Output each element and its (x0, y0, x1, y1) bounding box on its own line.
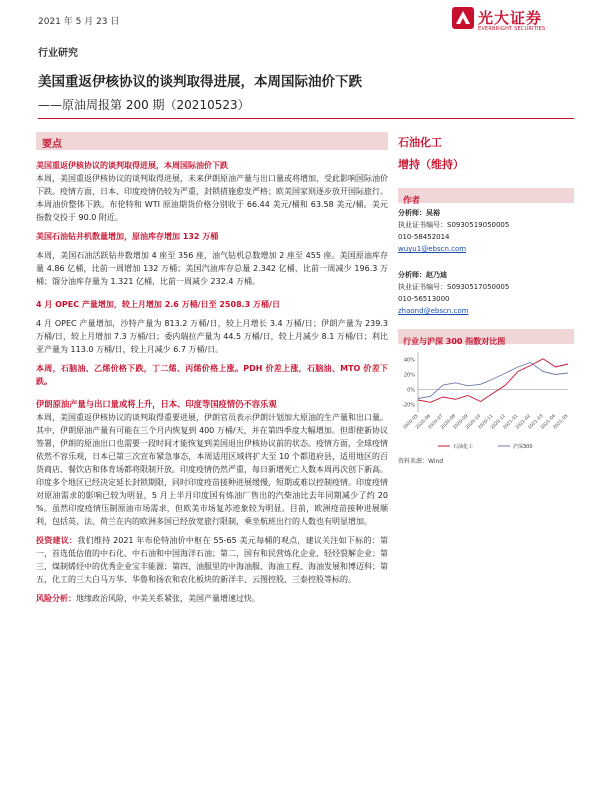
section-body-oil-price: 本周，美国重返伊核协议的谈判取得进展，未来伊朗原油产量与出口量或将增加，受此影响国际油价下跌。疫情方面，日本、印度疫情仍较为严重，封锁措施愈发严格；欧美国家则逐步放开国际旅行。本周油价整体下跌。布伦特和 WTI 原油期货价格分别收于 66.44 美元/桶和 63.58 美元/桶。美元指数交投于 90.0 附近。 (36, 174, 388, 222)
chart-source: 资料来源：Wind (398, 458, 444, 465)
rating-badge: 增持（维持） (398, 158, 464, 171)
x-tick-label: 2021-04 (540, 413, 557, 431)
comparison-chart-svg (398, 346, 574, 454)
risk-analysis (36, 592, 388, 605)
x-tick-label: 2020-08 (440, 413, 457, 431)
x-tick-label: 2020-05 (402, 413, 420, 431)
key-points-bar (36, 132, 388, 150)
risk-label: 风险分析： (36, 594, 76, 603)
analyst-phone: 010-58452014 (398, 233, 450, 241)
legend-label: 石油化工 (453, 444, 474, 450)
analyst-email-link[interactable]: wuyu1@ebscn.com (398, 245, 467, 253)
x-tick-label: 2021-01 (502, 413, 520, 431)
author-bar (398, 188, 574, 206)
author-label: 作者 (403, 196, 421, 206)
x-tick-label: 2020-12 (490, 413, 507, 431)
x-tick-label: 2020-07 (427, 413, 445, 431)
analyst-cert: 执业证书编号：S0930519050005 (398, 221, 510, 229)
brand-name-cn: 光大证券 (478, 9, 543, 27)
section-heading-rig-count: 美国石油钻井机数量增加，原油库存增加 132 万桶 (36, 232, 219, 241)
section-heading-opec: 4 月 OPEC 产量增加，较上月增加 2.6 万桶/日至 2508.3 万桶/日 (36, 300, 280, 309)
chart-title-bar (398, 329, 574, 344)
series-line-sector (418, 359, 568, 403)
investment-advice (36, 534, 388, 586)
section-heading-oil-price: 美国重返伊核协议的谈判取得进展，本周国际油价下跌 (36, 161, 228, 170)
section-body-iran: 本周，美国重返伊核协议的谈判取得重要进展，伊朗官员表示伊朗计划加大原油的生产量和出口量。其中，伊朗原油产量有可能在三个月内恢复到 400 万桶/天，并在第四季度大幅增加。但即使新协议签署，伊朗的原油出口也需要一段时间才能恢复到美国退出伊核协议前的状态。疫情方面，全球疫情依然不容乐观，日本已第三次宣布紧急事态，本周适用区域将扩大至 10 个都道府县，适用地区的百货商店、餐饮店和体育场都将限制开放。印度疫情仍然严重，每日新增死亡人数本周再次创下新高。印度多个地区已经决定延长封锁期限，同时印度疫苗接种进展缓慢，短期或难以控制疫情。印度疫情对原油需求的影响已较为明显，5 月上半月印度国有炼油厂售出的汽柴油比去年同期减少了约 20 %。虽然印度疫情压制原油市场需求，但欧美市场复苏迹象较为明显。目前，欧洲疫苗接种进展顺利，包括英、法、荷兰在内的欧洲多国已经放宽旅行限制，乘坐航班出行的人数也有明显增加。 (36, 413, 388, 526)
comparison-chart (398, 346, 574, 454)
title-divider (38, 118, 574, 119)
main-column (36, 132, 388, 605)
legend-label: 沪深300 (513, 444, 533, 450)
risk-body: 地缘政治风险，中美关系紧张，美国产量增速过快。 (76, 594, 260, 603)
analyst-cert: 执业证书编号：S0930517050005 (398, 283, 510, 291)
section-body-opec: 4 月 OPEC 产量增加，沙特产量为 813.2 万桶/日，较上月增长 3.4 万桶/日；伊朗产量为 239.3 万桶/日，较上月增加 7.3 万桶/日；委内瑞拉产量为 44.5 万桶/日，较上月减少 8.1 万桶/日；利比亚产量为 113.0 万桶/日，较上月减少 6.7 万桶/日。 (36, 319, 388, 354)
analyst-name: 分析师：吴裕 (398, 209, 440, 217)
key-points-label: 要点 (42, 139, 62, 150)
analyst-block (398, 269, 574, 317)
sector-name: 石油化工 (398, 136, 442, 149)
page-subtitle: ——原油周报第 200 期（20210523） (38, 98, 250, 112)
y-tick-label: -20% (402, 402, 415, 409)
chart-title: 行业与沪深 300 指数对比图 (403, 337, 506, 346)
y-tick-label: 0% (407, 387, 415, 394)
brand-name-en: EVERBRIGHT SECURITIES (478, 26, 546, 32)
sidebar (398, 132, 574, 465)
x-tick-label: 2021-05 (552, 413, 570, 431)
y-tick-label: 20% (403, 372, 415, 379)
x-tick-label: 2021-03 (527, 413, 545, 431)
section-body-rig-count: 本周，美国石油活跃钻井数增加 4 座至 356 座，油气钻机总数增加 2 座至 455 座。美国原油库存量 4.86 亿桶，比前一周增加 132 万桶；美国汽油库存总量 2.342 亿桶，比前一周减少 196.3 万桶；馏分油库存量为 1.321 亿桶，比前一周减少 232.4 万桶。 (36, 251, 388, 286)
report-date: 2021 年 5 月 23 日 (38, 17, 120, 27)
x-tick-label: 2020-10 (465, 413, 482, 431)
brand-logo (452, 7, 572, 37)
investment-label: 投资建议： (36, 536, 78, 545)
report-category: 行业研究 (38, 48, 78, 59)
y-tick-label: 40% (403, 357, 415, 364)
analyst-email-link[interactable]: zhaond@ebscn.com (398, 307, 469, 315)
brand-logo-icon (452, 7, 474, 29)
section-heading-iran: 伊朗原油产量与出口量或将上升，日本、印度等国疫情仍不容乐观 (36, 399, 277, 409)
x-tick-label: 2020-11 (477, 413, 495, 431)
x-tick-label: 2021-02 (515, 413, 532, 431)
analyst-phone: 010-56513000 (398, 295, 450, 303)
x-tick-label: 2020-06 (415, 413, 432, 431)
x-tick-label: 2020-09 (452, 413, 470, 431)
page-title: 美国重返伊核协议的谈判取得进展，本周国际油价下跌 (38, 74, 362, 90)
investment-body: 我们维持 2021 年布伦特油价中枢在 55-65 美元每桶的观点，建议关注如下标的：第一，首选低估值的中石化、中石油和中国海洋石油；第二，国有和民营炼化企业、轻烃裂解企业；第三，煤制烯烃中的优秀企业宝丰能源；第四、油服里的中海油服、海油工程、海油发展和博迈科；第五，化工的三大白马万华、华鲁和扬农和农化板块的新洋丰、云图控股、三泰控股等标的。 (36, 536, 388, 584)
analyst-name: 分析师：赵乃迪 (398, 271, 447, 279)
chemicals-highlight: 本周，石脑油、乙烯价格下跌，丁二烯、丙烯价格上涨。PDH 价差上涨，石脑油、MTO 价差下跌。 (36, 364, 388, 386)
analyst-block (398, 207, 574, 255)
